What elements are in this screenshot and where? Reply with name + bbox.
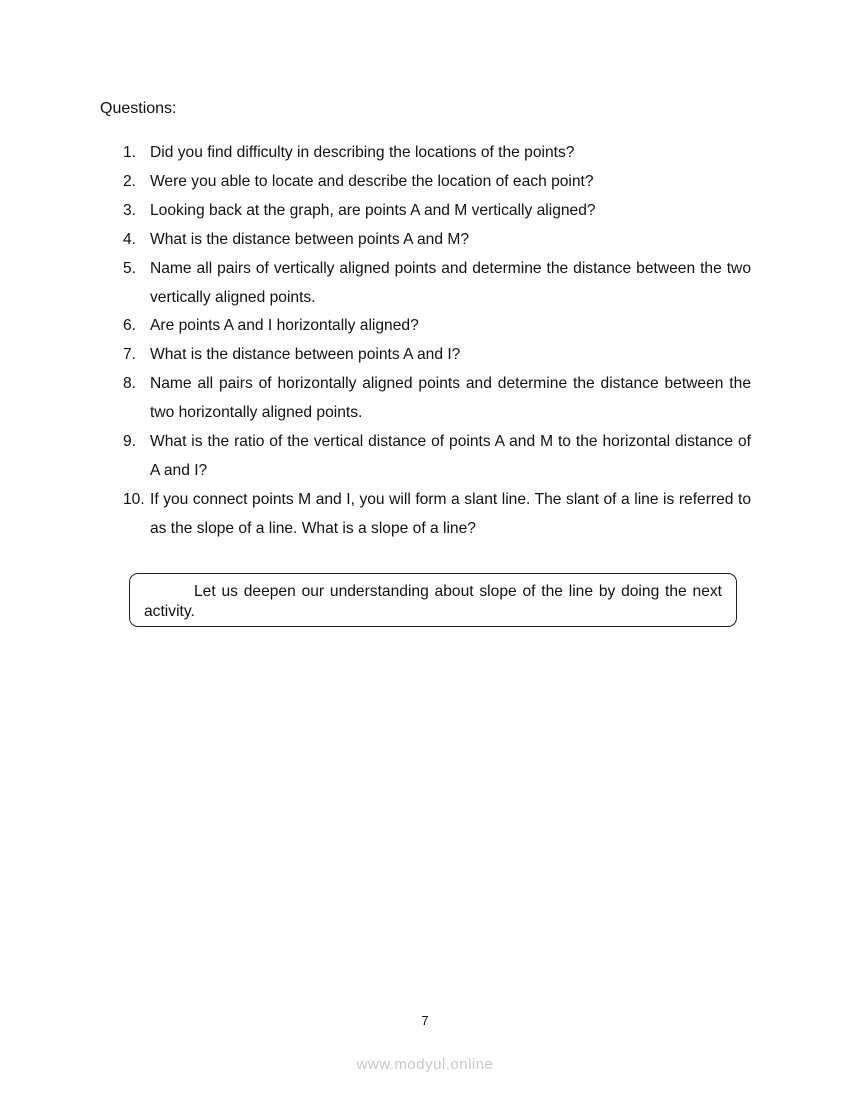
question-number: 10.	[123, 490, 145, 508]
question-text: Were you able to locate and describe the location of each point?	[150, 172, 594, 190]
question-text: What is the ratio of the vertical distance of points A and M to the horizontal distance of A and I?	[150, 433, 751, 479]
note-box	[129, 573, 737, 627]
question-item	[123, 197, 751, 226]
note-text: Let us deepen our understanding about slope of the line by doing the next activity.	[144, 583, 722, 620]
question-number: 9.	[123, 433, 137, 451]
question-text: What is the distance between points A and M?	[150, 230, 470, 248]
question-number: 8.	[123, 375, 137, 393]
question-number: 4.	[123, 230, 137, 248]
page-number: 7	[421, 1013, 429, 1028]
question-text: What is the distance between points A and I?	[150, 346, 461, 364]
question-item	[123, 168, 751, 197]
question-text: Name all pairs of vertically aligned points and determine the distance between the two vertically aligned points.	[150, 259, 751, 306]
question-number: 1.	[123, 144, 137, 161]
question-number: 6.	[123, 317, 137, 335]
question-item	[123, 486, 751, 544]
question-number: 7.	[123, 346, 137, 364]
question-item	[123, 226, 751, 255]
questions-list	[123, 139, 751, 544]
watermark: www.modyul.online	[356, 1056, 494, 1073]
question-item	[123, 341, 751, 370]
question-text: Name all pairs of horizontally aligned points and determine the distance between the two horizontally aligned points.	[150, 375, 751, 422]
question-text: Are points A and I horizontally aligned?	[150, 317, 419, 335]
question-item	[123, 428, 751, 486]
question-text: Did you find difficulty in describing the locations of the points?	[150, 144, 575, 161]
question-number: 3.	[123, 201, 137, 219]
question-number: 2.	[123, 172, 137, 190]
question-item	[123, 255, 751, 313]
question-item	[123, 312, 751, 341]
question-item	[123, 139, 751, 168]
question-number: 5.	[123, 259, 137, 277]
question-item	[123, 370, 751, 428]
questions-heading: Questions:	[100, 100, 177, 117]
question-text: Looking back at the graph, are points A and M vertically aligned?	[150, 201, 596, 219]
question-text: If you connect points M and I, you will form a slant line. The slant of a line is referred to as the slope of a line. What is a slope of a line?	[150, 490, 751, 537]
